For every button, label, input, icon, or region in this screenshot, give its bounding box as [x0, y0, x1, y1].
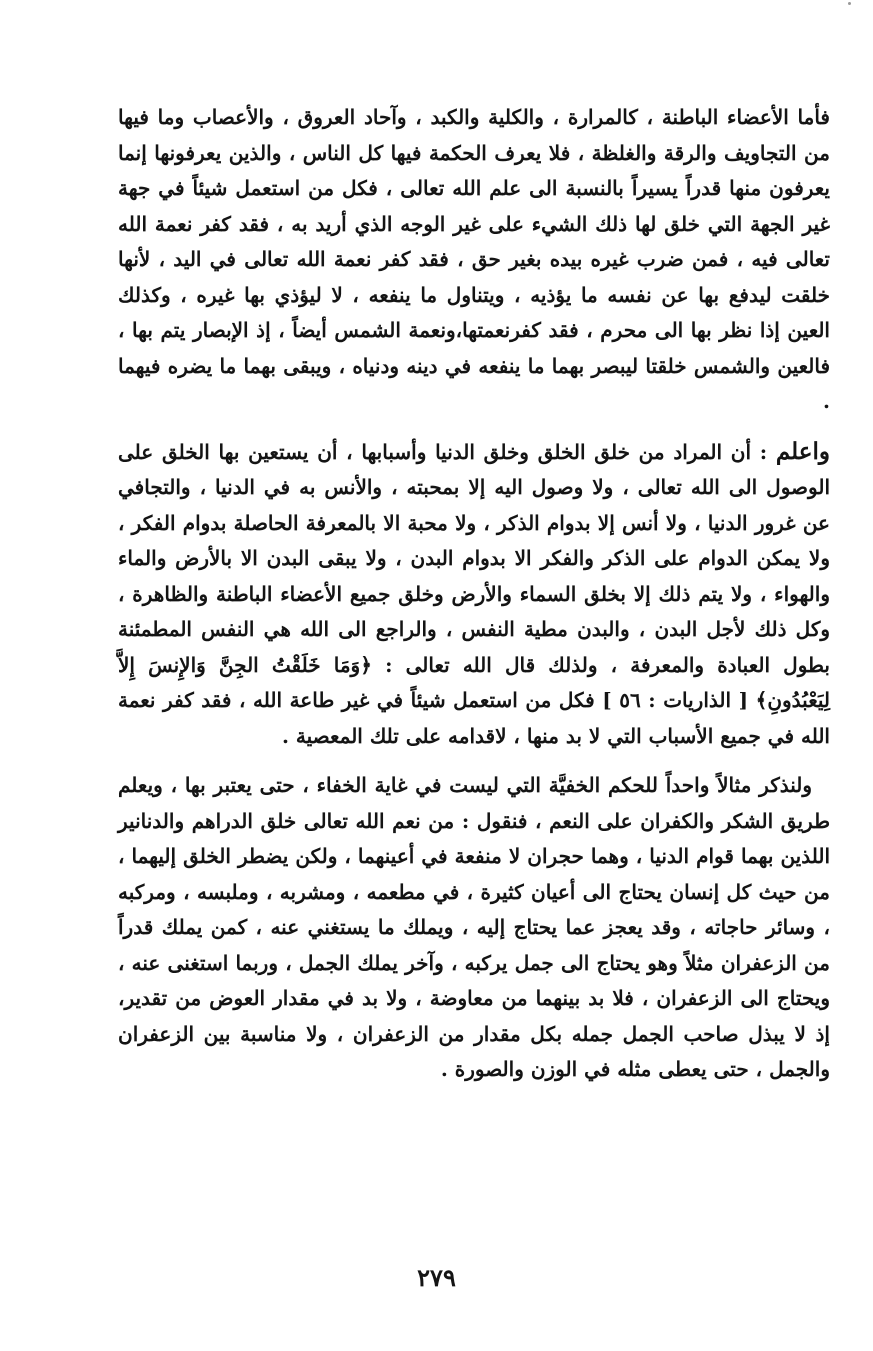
- paragraph-2-lead-word: واعلم: [775, 437, 831, 465]
- paragraph-1: فأما الأعضاء الباطنة ، كالمرارة ، والكلية والكبد ، وآحاد العروق ، والأعصاب وما فيها من التجاويف والرقة والغلظة ، فلا يعرف الحكمة فيها كل الناس ، والذين يعرفونها إنما يعرفون منها قدراً يسيراً بالنسبة الى علم الله تعالى ، فكل من استعمل شيئاً في جهة غير الجهة التي خلق لها ذلك الشيء على غير الوجه الذي أريد به ، فقد كفر نعمة الله تعالى فيه ، فمن ضرب غيره بيده بغير حق ، فقد كفر نعمة الله تعالى في اليد ، لأنها خلقت ليدفع بها عن نفسه ما يؤذيه ، ويتناول ما ينفعه ، لا ليؤذي بها غيره ، وكذلك العين إذا نظر بها الى محرم ، فقد كفرنعمتها،ونعمة الشمس أيضاً ، إذ الإبصار يتم بها ، فالعين والشمس خلقتا ليبصر بهما ما ينفعه في دينه ودنياه ، ويبقى بهما ما يضره فيهما .: [118, 105, 830, 413]
- page-number: ٢٧٩: [417, 1263, 456, 1292]
- paragraph-2: [118, 434, 830, 755]
- body-text: [118, 100, 830, 1088]
- paragraph-2-text: : أن المراد من خلق الخلق وخلق الدنيا وأسبابها ، أن يستعين بها الخلق على الوصول الى الله تعالى ، ولا وصول اليه إلا بمحبته ، والأنس به في الدنيا ، والتجافي عن غرور الدنيا ، ولا أنس إلا بدوام الذكر ، ولا محبة الا بالمعرفة الحاصلة بدوام الفكر ، ولا يمكن الدوام على الذكر والفكر الا بدوام البدن ، ولا يبقى البدن الا بالأرض والماء والهواء ، ولا يتم ذلك إلا بخلق السماء والأرض وخلق جميع الأعضاء الباطنة والظاهرة ، وكل ذلك لأجل البدن ، والبدن مطية النفس ، والراجع الى الله هي النفس المطمئنة بطول العبادة والمعرفة ، ولذلك قال الله تعالى : ﴿وَمَا خَلَقْتُ الجِنَّ وَالإِنسَ إِلاَّ لِيَعْبُدُونِ﴾ [ الذاريات : ٥٦ ] فكل من استعمل شيئاً في غير طاعة الله ، فقد كفر نعمة الله في جميع الأسباب التي لا بد منها ، لاقدامه على تلك المعصية .: [118, 439, 831, 748]
- paragraph-3: ولنذكر مثالاً واحداً للحكم الخفيَّة التي ليست في غاية الخفاء ، حتى يعتبر بها ، ويعلم طريق الشكر والكفران على النعم ، فنقول : من نعم الله تعالى خلق الدراهم والدنانير اللذين بهما قوام الدنيا ، وهما حجران لا منفعة في أعينهما ، ولكن يضطر الخلق إليهما ، من حيث كل إنسان يحتاج الى أعيان كثيرة ، في مطعمه ، ومشربه ، وملبسه ، ومركبه ، وسائر حاجاته ، وقد يعجز عما يحتاج إليه ، ويملك ما يستغني عنه ، كمن يملك قدراً من الزعفران مثلاً وهو يحتاج الى جمل يركبه ، وآخر يملك الجمل ، وربما استغنى عنه ، ويحتاج الى الزعفران ، فلا بد بينهما من معاوضة ، ولا بد في مقدار العوض من تقدير، إذ لا يبذل صاحب الجمل جمله بكل مقدار من الزعفران ، ولا مناسبة بين الزعفران والجمل ، حتى يعطى مثله في الوزن والصورة .: [118, 773, 830, 1081]
- scan-speck: [848, 2, 851, 5]
